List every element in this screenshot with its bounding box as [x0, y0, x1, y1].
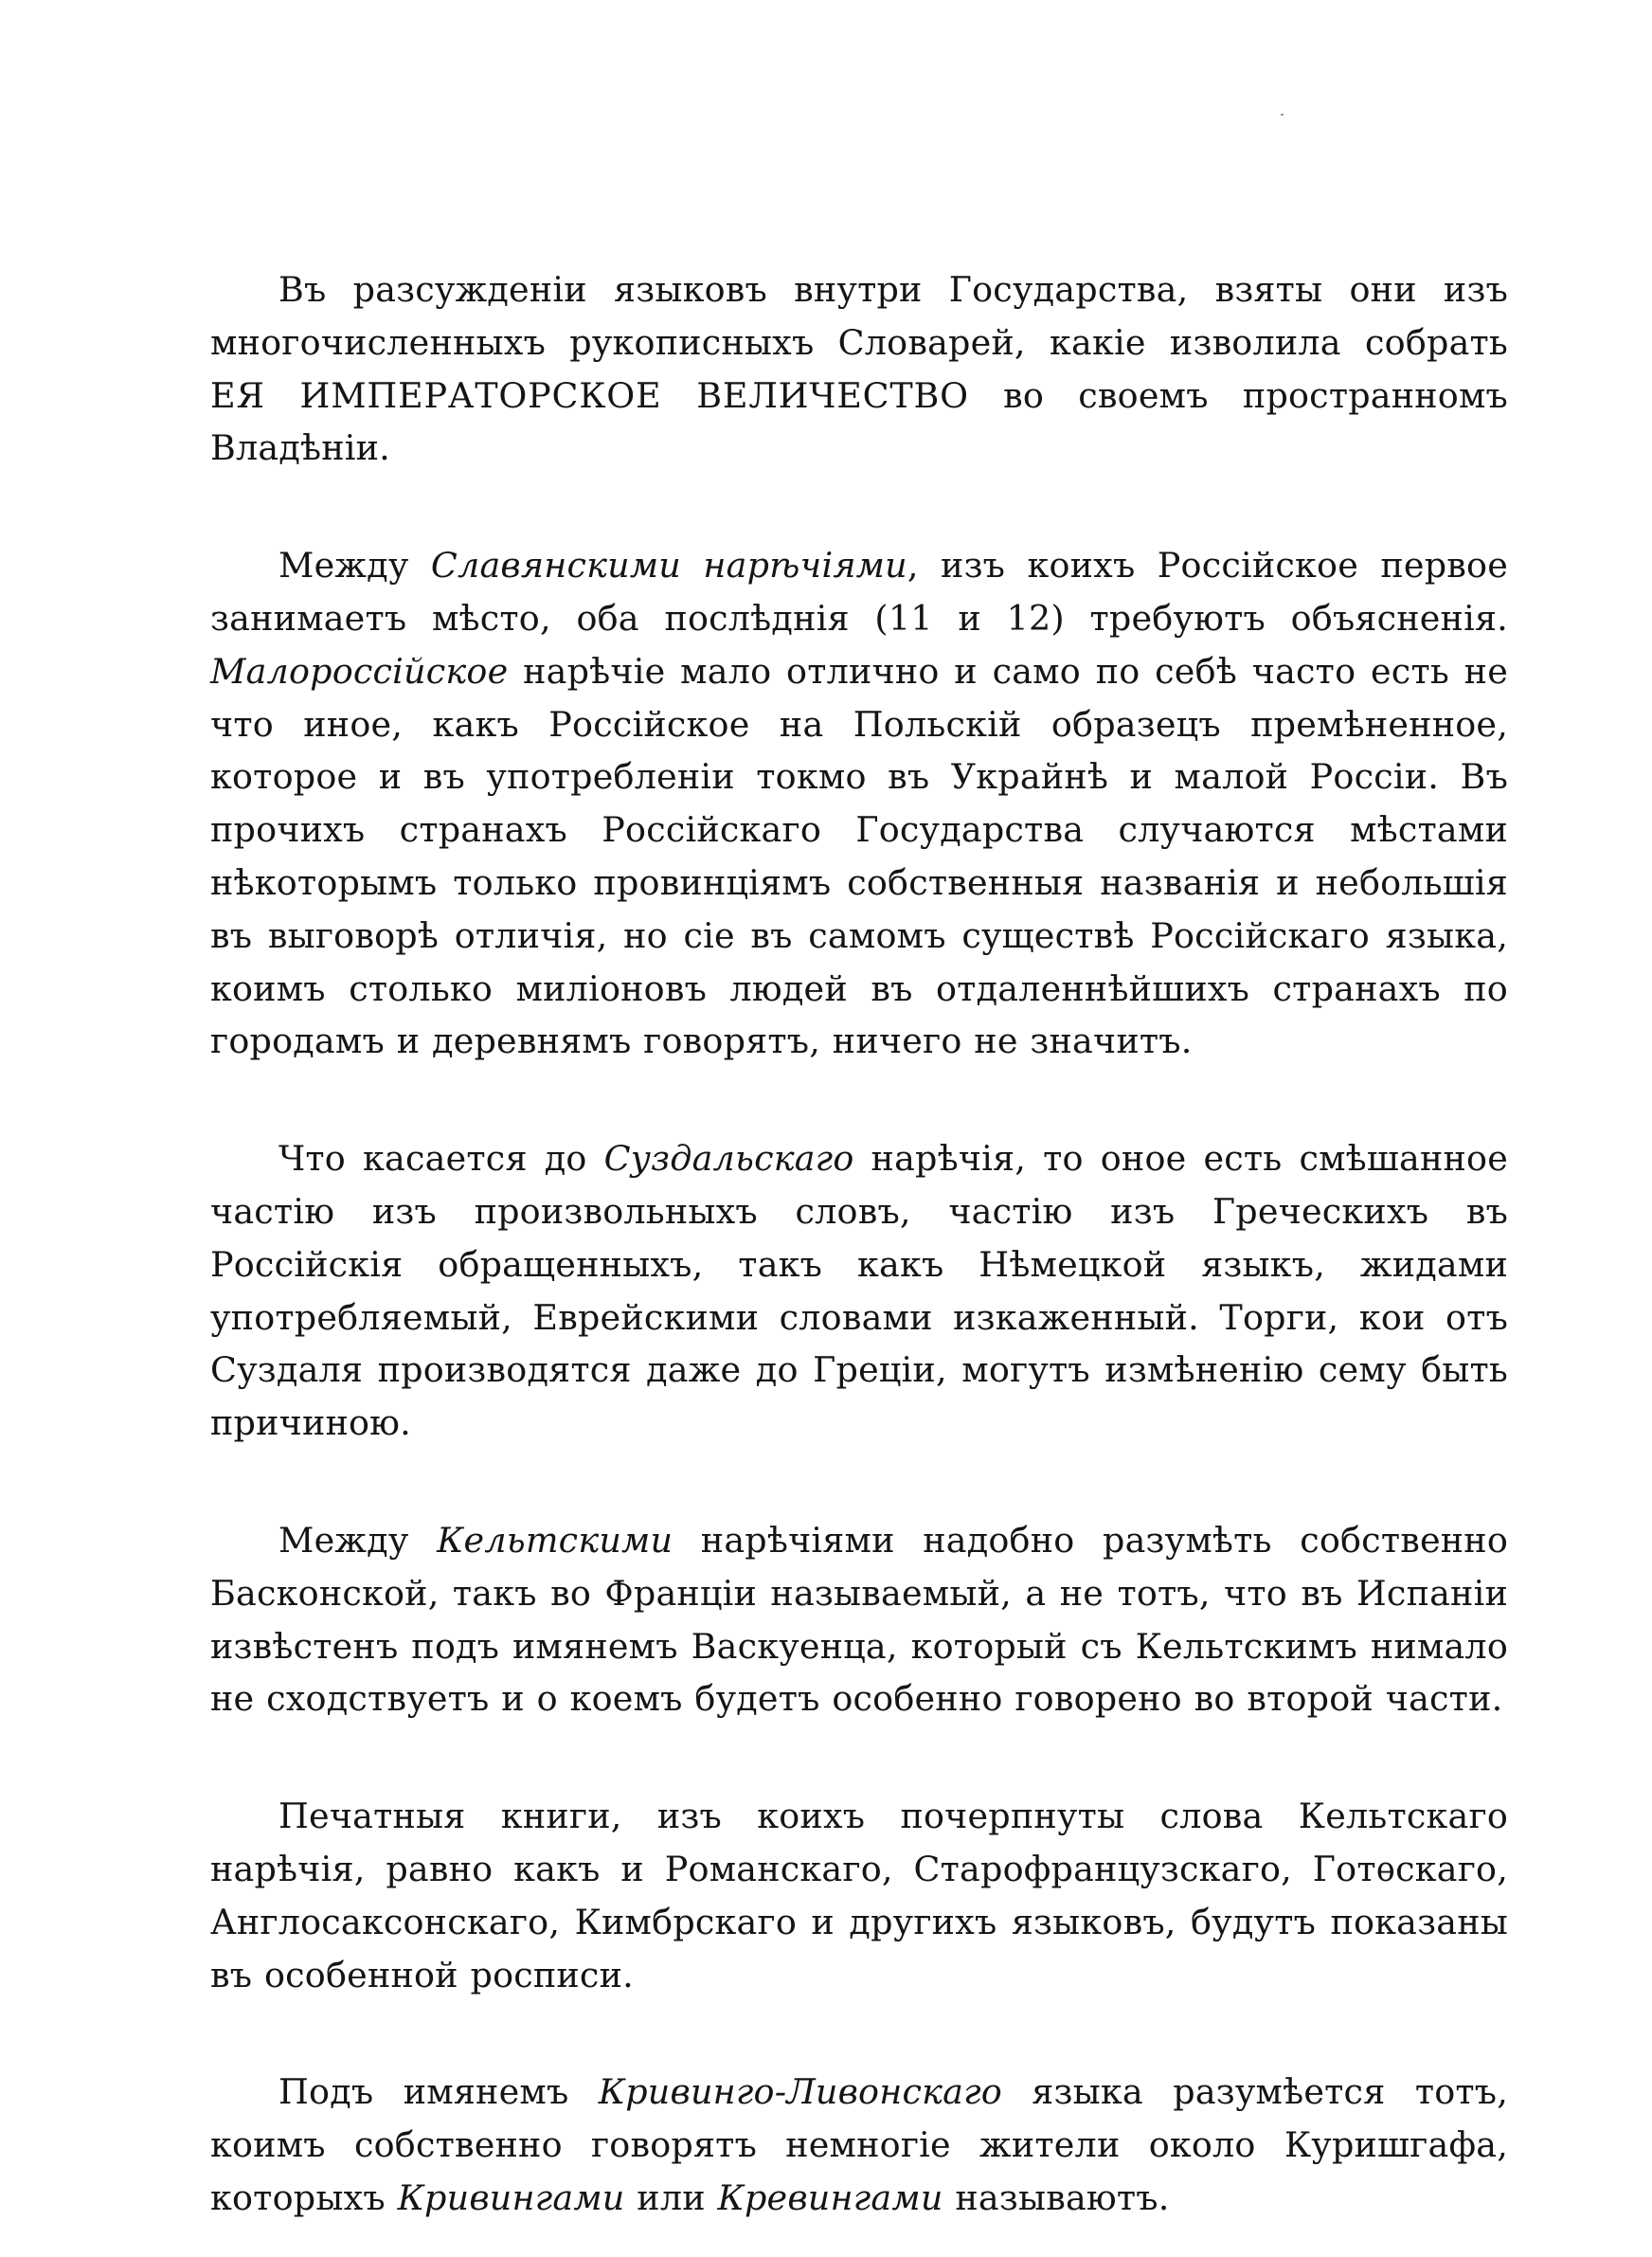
text-run: Печатныя книги, изъ коихъ почерпнуты слова Кельтскаго нарѣчія, равно какъ и Романскаго, Старофранцузскаго, Готѳскаго, Англосаксонскаго, Кимбрскаго и другихъ языковъ, будутъ показаны въ особенной росписи.	[210, 1796, 1508, 1995]
text-run: нарѣчіе мало отлично и само по себѣ часто есть не что иное, какъ Россійское на Польскій образецъ премѣненное, которое и въ употребленіи токмо въ Украйнѣ и малой Россіи. Въ прочихъ странахъ Россійскаго Государства случаются мѣстами нѣкоторымъ только провинціямъ собственныя названія и небольшія въ выговорѣ отличія, но сіе въ самомъ существѣ Россійскаго языка, коимъ столько миліоновъ людей въ отдаленнѣйшихъ странахъ по городамъ и деревнямъ говорятъ, ничего не значитъ.	[210, 650, 1508, 1062]
italic-term: Кривингами	[397, 2176, 625, 2218]
paragraph-gap	[210, 475, 1508, 539]
text-run: или	[624, 2176, 718, 2218]
paragraph-gap	[210, 1725, 1508, 1790]
paragraph-krewing-livonian	[210, 2066, 1508, 2224]
italic-term: Славянскими нарѣчіями	[430, 545, 907, 587]
text-run: языка разумѣется тотъ, коимъ собственно говорятъ немногіе жители около Куришгафа, которыхъ	[210, 2071, 1508, 2218]
paragraph-languages-inside-state	[210, 263, 1508, 475]
text-run: во своемъ пространномъ Владѣніи.	[210, 374, 1508, 469]
italic-term: Малороссійское	[210, 650, 509, 692]
empress-title: ЕЯ ИМПЕРАТОРСКОЕ ВЕЛИЧЕСТВО	[210, 374, 969, 416]
text-run: Что касается до	[278, 1138, 604, 1180]
paragraph-gap	[210, 1450, 1508, 1514]
text-run: нарѣчія, то оное есть смѣшанное частію изъ произвольныхъ словъ, частію изъ Греческихъ въ Россійскія обращенныхъ, такъ какъ Нѣмецкой языкъ, жидами употребляемый, Еврейскими словами изкаженный. Торги, кои отъ Суздаля производятся даже до Греціи, могутъ измѣненію сему быть причиною.	[210, 1138, 1509, 1444]
text-run: Въ разсужденіи языковъ внутри Государства, взяты они изъ многочисленныхъ рукописныхъ Словарей, какіе изволила собрать	[210, 269, 1508, 363]
text-run: Подъ имянемъ	[278, 2071, 599, 2113]
text-run: Между	[278, 1519, 438, 1561]
paper-speck	[1281, 114, 1284, 116]
italic-term: Суздальскаго	[603, 1138, 854, 1180]
paragraph-gap	[210, 2001, 1508, 2066]
paragraph-slavic-dialects	[210, 539, 1508, 1068]
text-run: Между	[278, 545, 431, 587]
text-run: называютъ.	[943, 2176, 1170, 2218]
paragraph-gap	[210, 1068, 1508, 1132]
text-run: нарѣчіями надобно разумѣть собственно Басконской, такъ во Франціи называемый, а не тотъ, что въ Испаніи извѣстенъ подъ имянемъ Васкуенца, который съ Кельтскимъ нимало не сходствуетъ и о коемъ будетъ особенно говорено во второй части.	[210, 1519, 1508, 1720]
text-run: , изъ коихъ Россійское первое занимаетъ мѣсто, оба послѣднія (11 и 12) требуютъ объясненія.	[210, 545, 1509, 639]
paragraph-celtic-dialects	[210, 1514, 1508, 1725]
paragraph-printed-books	[210, 1790, 1508, 2001]
paragraph-suzdal-dialect	[210, 1132, 1508, 1450]
italic-term: Кельтскими	[437, 1519, 673, 1561]
italic-term: Кревингами	[717, 2176, 943, 2218]
body-text	[210, 263, 1508, 2225]
italic-term: Кривинго-Ливонскаго	[598, 2071, 1002, 2113]
